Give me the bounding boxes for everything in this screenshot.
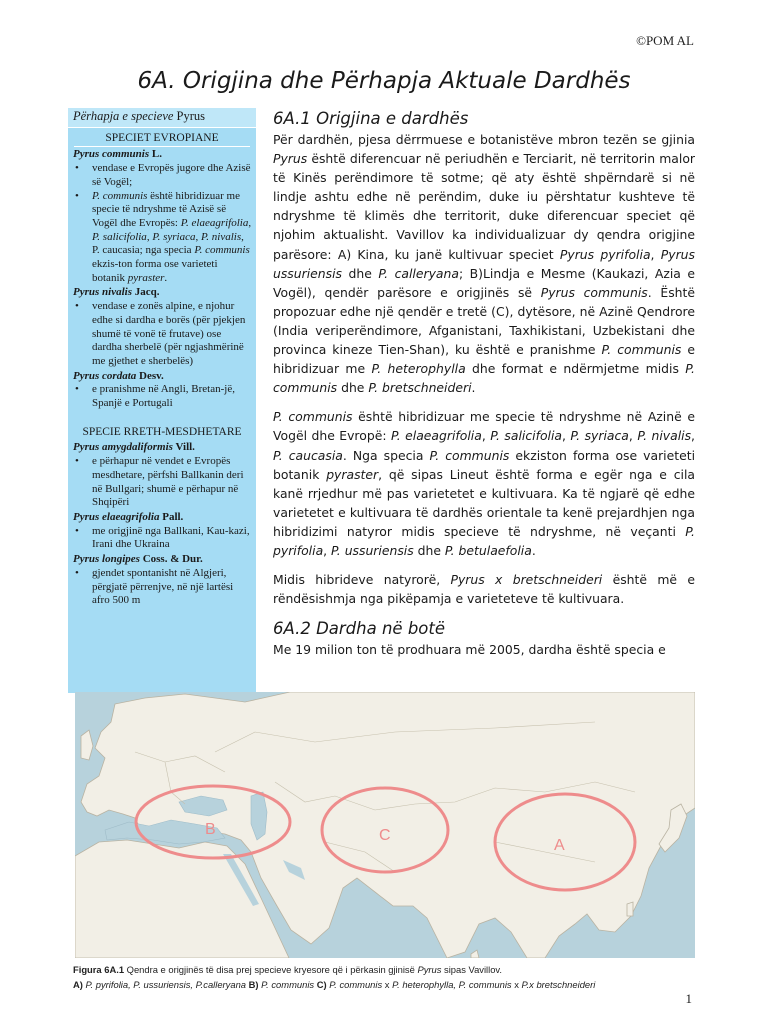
species-sidebar — [68, 108, 256, 693]
section-heading: 6A.2 Dardha në botë — [273, 619, 446, 639]
list-item: • e përhapur në vendet e Evropës mesdhetare, përfshi Ballkanin deri në Bullgari; shumë e përhapur në Shqipëri — [92, 455, 252, 510]
species-list — [68, 455, 256, 510]
species-list — [68, 300, 256, 369]
european-species-header: SPECIET EVROPIANE — [74, 128, 250, 148]
taiwan-landmass — [627, 902, 633, 916]
paragraph: Me 19 milion ton të prodhuara më 2005, dardha është specia e — [273, 642, 666, 658]
origin-label-a: A — [554, 837, 565, 854]
figure-caption — [73, 962, 703, 992]
section-heading: 6A.1 Origjina e dardhës — [273, 109, 469, 128]
paragraph: P. communis është hibridizuar me specie të ndryshme në Azinë e Vogël dhe Evropë: P. elaeagrifolia, P. salicifolia, P. syriaca, P. nivalis, P. caucasia. Nga specia P. communis ekziston forma ose varieteti botanik pyraster, që sipas Lineut është forma e egër nga e cila kanë rrjedhur më pas varietetet e kultivuara. Ka të ngjarë që edhe varietetet e kultivuara të dardhës orientale ta kenë prejardhjen nga hibridizimi natyror midis specieve të ndryshme, në veçanti P. pyrifolia, P. ussuriensis dhe P. betulaefolia. — [273, 409, 696, 558]
list-item: • e pranishme në Angli, Bretan-jë, Spanjë e Portugali — [92, 383, 252, 410]
copyright-notice: ©POM AL — [636, 33, 694, 48]
species-name: Pyrus elaeagrifolia Pall. — [73, 510, 184, 523]
origin-label-b: B — [205, 821, 216, 838]
species-list — [68, 162, 256, 285]
caption-line: A) P. pyrifolia, P. ussuriensis, P.calleryana B) P. communis C) P. communis x P. heterophylla, P. communis x P.x bretschneideri — [73, 979, 596, 990]
paragraph: Midis hibrideve natyrorë, Pyrus x bretschneideri është më e rëndësishmja nga pikëpamja e varieteteve të kultivuara. — [273, 572, 695, 607]
list-item: • vendase e Evropës jugore dhe Azisë së Vogël; — [92, 162, 252, 189]
species-name: Pyrus longipes Coss. & Dur. — [73, 553, 203, 566]
species-name: Pyrus amygdaliformis Vill. — [73, 441, 195, 454]
origin-label-c: C — [379, 827, 391, 844]
species-list — [68, 567, 256, 608]
species-name: Pyrus nivalis Jacq. — [73, 286, 160, 299]
caption-line: Figura 6A.1 Qendra e origjinës të disa prej specieve kryesore që i përkasin gjinisë Pyrus sipas Vavillov. — [73, 964, 503, 975]
list-item: • P. communis është hibridizuar me specie të ndryshme të Azisë së Vogël dhe Evropës: P. elaeagrifolia, P. salicifolia, P. syriaca, P. nivalis, P. caucasia; nga specia P. communis ekzis-ton forma ose varieteti botanik pyraster. — [92, 190, 252, 286]
paragraph: Për dardhën, pjesa dërrmuese e botanistëve mbron tezën se gjinia Pyrus është diferencuar në periudhën e Terciarit, në territorin malor të Kinës perëndimore të sotme; që aty është shpërndarë si në lindje ashtu edhe në perëndim, duke iu përshtatur kushteve të ndryshme të klimës dhe territorit, duke diferencuar speciet që njohim aktualisht. Vavillov ka individualizuar dy qendra origjine parësore: A) Kina, ku janë kultivuar speciet Pyrus pyrifolia, Pyrus ussuriensis dhe P. calleryana; B)Lindja e Mesme (Kaukazi, Azia e Vogël), qendër parësore e origjinës së Pyrus communis. Është propozuar edhe një qendër e tretë (C), dytësore, në Azinë Qendrore (India veriperëndimore, Afganistani, Taxhikistani, Uzbekistani dhe provinca kineze Tien-Shan), ku është e pranishme P. communis e hibridizuar me P. heterophylla dhe format e ndërmjetme midis P. communis dhe P. bretschneideri. — [273, 132, 696, 396]
list-item: • me origjinë nga Ballkani, Kau-kazi, Irani dhe Ukraina — [92, 525, 252, 552]
list-item: • gjendet spontanisht në Algjeri, përgjatë përrenjve, në një lartësi afro 500 m — [92, 567, 252, 608]
species-list — [68, 525, 256, 552]
distribution-map — [75, 692, 695, 958]
sidebar-title: Përhapja e specieve Pyrus — [68, 108, 256, 128]
main-text — [273, 108, 695, 659]
species-name: Pyrus communis L. — [73, 148, 162, 161]
map-graphic — [75, 692, 695, 958]
page-title: 6A. Origjina dhe Përhapja Aktuale Dardhës — [137, 68, 631, 94]
species-list — [68, 383, 256, 410]
mediterranean-species-header: SPECIE RRETH-MESDHETARE — [82, 425, 242, 438]
species-name: Pyrus cordata Desv. — [73, 369, 164, 382]
list-item: • vendase e zonës alpine, e njohur edhe si dardha e borës (për pjekjen shumë të vonë të frutave) ose dardha sherbelë (për ngjashmërinë me gjethet e sherbelës) — [92, 300, 252, 369]
page-number: 1 — [685, 991, 692, 1006]
